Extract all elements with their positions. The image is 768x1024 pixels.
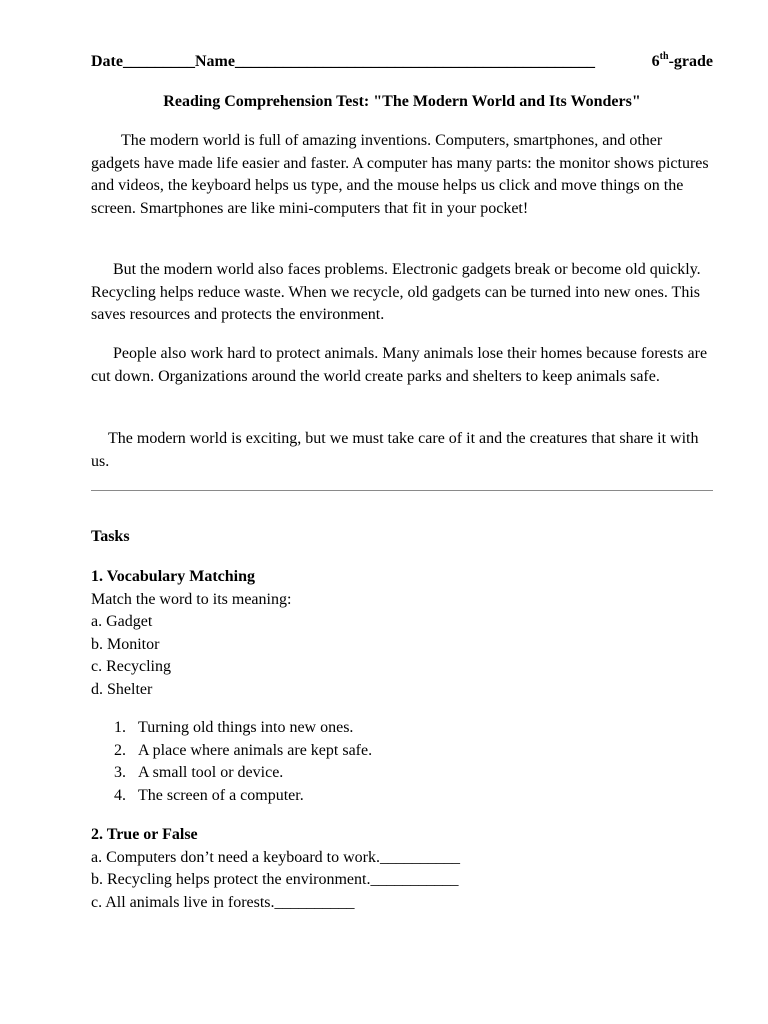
true-false-heading: 2. True or False <box>91 826 198 843</box>
paragraph-2: But the modern world also faces problems. Electronic gadgets break or become old quickly. Recycling helps reduce waste. When we recycle, old gadgets can be turned into new ones. This saves resources and protects the environment. <box>91 261 701 323</box>
name-label: Name <box>194 53 235 70</box>
true-false-section <box>91 824 713 914</box>
meaning-number: 4. <box>114 786 126 804</box>
vocabulary-heading: 1. Vocabulary Matching <box>91 568 256 585</box>
meaning-text: Turning old things into new ones. <box>138 719 354 736</box>
date-blank: _________ <box>122 53 195 70</box>
vocabulary-section <box>91 566 713 702</box>
meaning-item <box>91 740 713 763</box>
word-item: a. Gadget <box>91 613 153 631</box>
meaning-number: 2. <box>114 741 126 759</box>
word-item: c. Recycling <box>91 658 171 676</box>
meaning-number: 1. <box>114 719 126 736</box>
name-blank: _____________________________________________ <box>234 53 595 70</box>
meaning-text: A place where animals are kept safe. <box>138 741 373 759</box>
meaning-item <box>91 717 713 740</box>
date-label: Date <box>91 53 123 70</box>
paragraph-1: The modern world is full of amazing inventions. Computers, smartphones, and other gadgets have made life easier and faster. A computer has many parts: the monitor shows pictures and videos, the keyboard helps us type, and the mouse helps us click and move things on the screen. Smartphones are like mini-computers that fit in your pocket! <box>91 132 709 217</box>
meaning-text: A small tool or device. <box>138 764 284 782</box>
paragraph-4: The modern world is exciting, but we must take care of it and the creatures that share it with us. <box>91 430 699 470</box>
meaning-number: 3. <box>114 764 126 782</box>
statement-item: c. All animals live in forests.__________ <box>91 893 355 911</box>
grade-number: 6 <box>651 53 660 70</box>
statement-item: b. Recycling helps protect the environment.___________ <box>91 871 459 889</box>
grade-suffix: th <box>659 50 669 62</box>
tasks-heading: Tasks <box>91 528 130 545</box>
grade-text: -grade <box>668 53 713 70</box>
meaning-item <box>91 785 713 808</box>
meanings-list <box>91 717 713 807</box>
word-item: b. Monitor <box>91 635 160 653</box>
word-item: d. Shelter <box>91 680 153 698</box>
statement-item: a. Computers don’t need a keyboard to work.__________ <box>91 848 460 866</box>
meaning-item <box>91 762 713 785</box>
horizontal-divider <box>91 490 713 491</box>
meaning-text: The screen of a computer. <box>138 786 304 804</box>
page-title: Reading Comprehension Test: "The Modern World and Its Wonders" <box>163 93 641 110</box>
vocabulary-instruction: Match the word to its meaning: <box>91 590 292 608</box>
header-line <box>91 52 713 72</box>
paragraph-3: People also work hard to protect animals. Many animals lose their homes because forests are cut down. Organizations around the world create parks and shelters to keep animals safe. <box>91 345 708 385</box>
grade-label <box>652 52 713 72</box>
